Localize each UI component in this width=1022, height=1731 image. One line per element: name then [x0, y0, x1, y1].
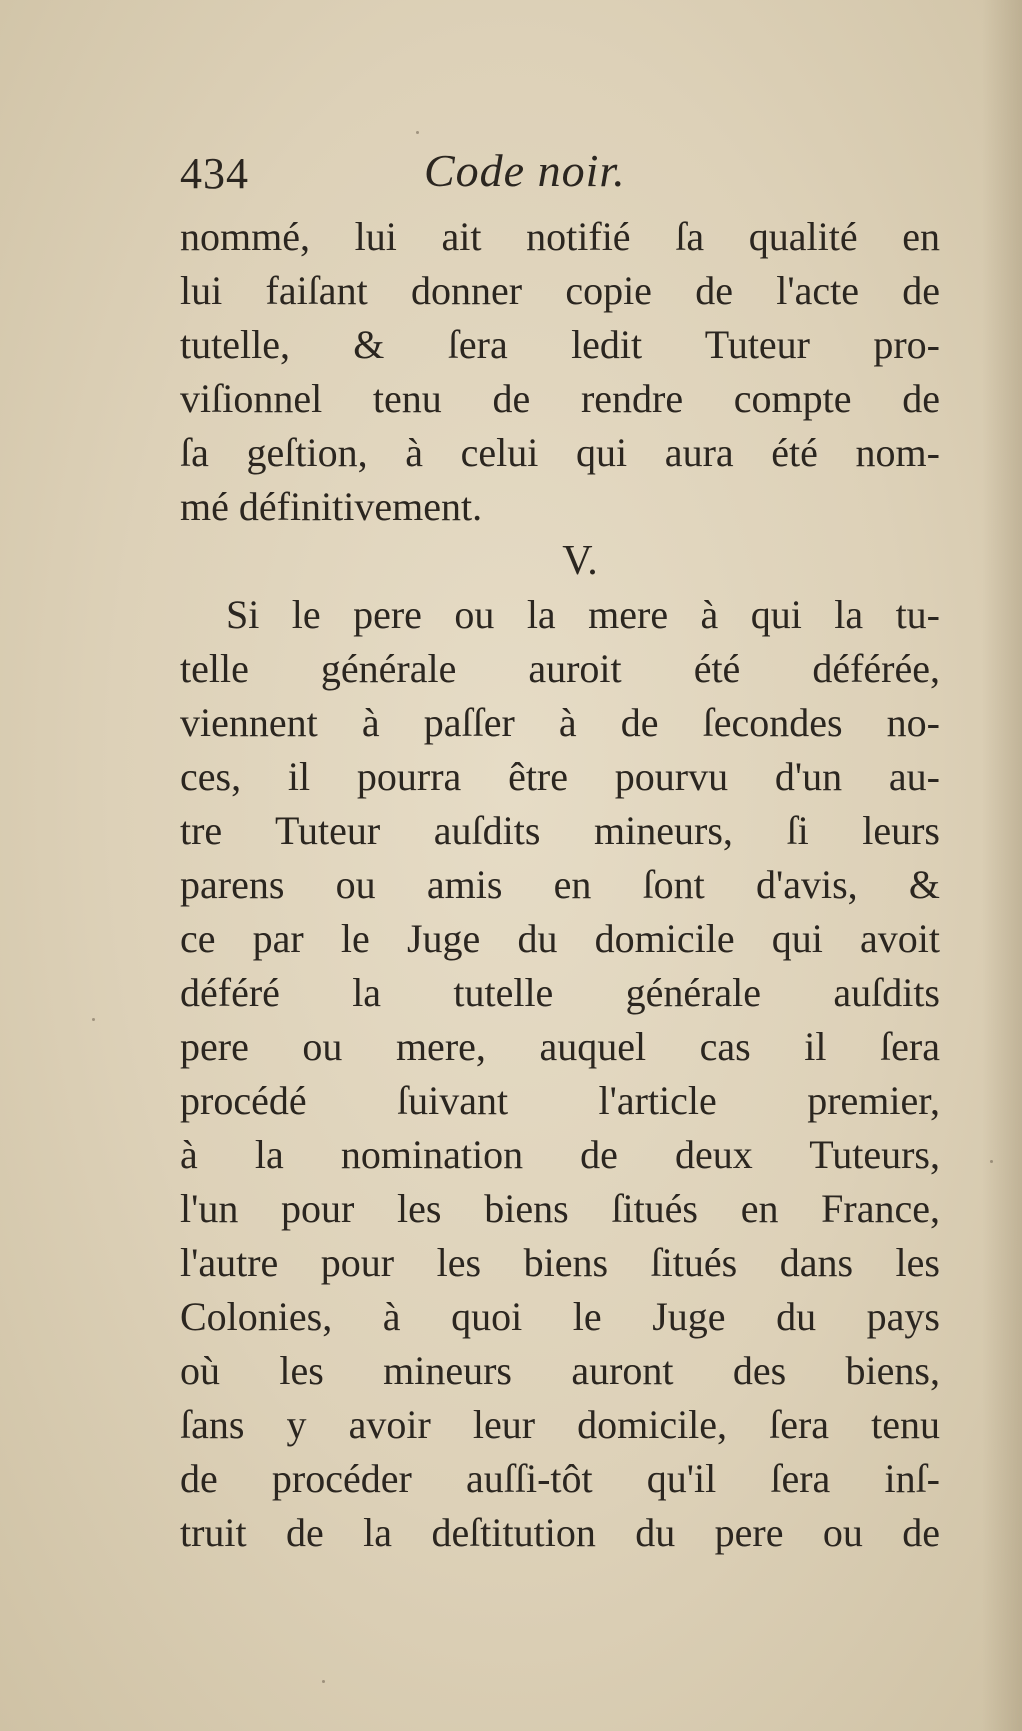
- text-line: mé définitivement.: [180, 484, 483, 529]
- text-line: Si le pere ou la mere à qui la tu-: [226, 592, 940, 637]
- text-line: ces, il pourra être pourvu d'un au-: [180, 754, 940, 799]
- text-line: l'autre pour les biens ſitués dans les: [180, 1240, 940, 1285]
- text-line: truit de la deſtitution du pere ou de: [180, 1510, 940, 1555]
- text-line: nommé, lui ait notifié ſa qualité en: [180, 214, 940, 259]
- text-line: Colonies, à quoi le Juge du pays: [180, 1294, 940, 1339]
- paper-speck: [416, 131, 419, 134]
- text-line: viennent à paſſer à de ſecondes no-: [180, 700, 940, 745]
- page-number: 434: [180, 149, 249, 198]
- page-edge-shadow: [982, 0, 1022, 1731]
- text-line: ce par le Juge du domicile qui avoit: [180, 916, 940, 961]
- text-line: l'un pour les biens ſitués en France,: [180, 1186, 940, 1231]
- paper-speck: [990, 1160, 993, 1163]
- text-line: ſa geſtion, à celui qui aura été nom-: [180, 430, 940, 475]
- text-line: lui faiſant donner copie de l'acte de: [180, 268, 940, 313]
- text-line: où les mineurs auront des biens,: [180, 1348, 940, 1393]
- body-text: [180, 210, 940, 1560]
- text-line: tutelle, & ſera ledit Tuteur pro-: [180, 322, 940, 367]
- section-numeral: V.: [562, 538, 598, 584]
- paper-speck: [322, 1680, 325, 1683]
- text-line: telle générale auroit été déférée,: [180, 646, 940, 691]
- text-line: de procéder auſſi-tôt qu'il ſera inſ-: [180, 1456, 940, 1501]
- text-line: procédé ſuivant l'article premier,: [180, 1078, 940, 1123]
- text-line: parens ou amis en ſont d'avis, &: [180, 862, 940, 907]
- running-title: Code noir.: [424, 145, 626, 196]
- page-header: [180, 145, 940, 208]
- text-line: pere ou mere, auquel cas il ſera: [180, 1024, 940, 1069]
- paper-speck: [92, 1018, 95, 1021]
- text-line: tre Tuteur auſdits mineurs, ſi leurs: [180, 808, 940, 853]
- text-line: à la nomination de deux Tuteurs,: [180, 1132, 940, 1177]
- text-line: ſans y avoir leur domicile, ſera tenu: [180, 1402, 940, 1447]
- text-line: déféré la tutelle générale auſdits: [180, 970, 940, 1015]
- text-line: viſionnel tenu de rendre compte de: [180, 376, 940, 421]
